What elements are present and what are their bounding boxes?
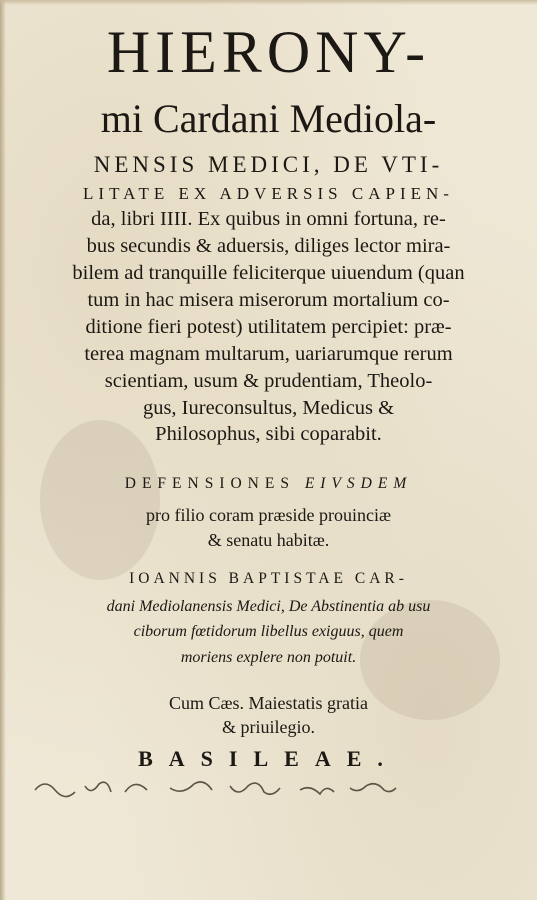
privilege-line-2: & priuilegio. <box>222 717 315 737</box>
defensiones-heading-roman: DEFENSIONES <box>124 475 295 492</box>
body-line: bilem ad tranquille feliciterque uiuendum (quan <box>72 262 465 284</box>
defensiones-heading <box>0 475 537 493</box>
body-line: scientiam, usum & prudentiam, Theolo- <box>104 370 433 392</box>
imprint-place: BASILEAE. <box>138 746 399 771</box>
body-line: terea magnam multarum, uariarumque rerum <box>84 343 453 365</box>
body-line: Philosophus, sibi coparabit. <box>155 423 382 445</box>
title-line-3: NENSIS MEDICI, DE VTI- <box>93 152 444 177</box>
body-line: ditione fieri potest) utilitatem percipiet: præ- <box>85 316 452 338</box>
handwritten-inscription <box>30 772 450 802</box>
body-line: tum in hac misera miserorum mortalium co- <box>87 289 450 311</box>
ioannis-line-2: ciborum fœtidorum libellus exiguus, quem <box>133 623 404 640</box>
title-line-2: mi Cardani Mediola- <box>100 96 437 141</box>
ioannis-line-1: dani Mediolanensis Medici, De Abstinentia ab usu <box>106 598 431 615</box>
defensiones-heading-italic: EIVSDEM <box>304 475 413 492</box>
title-line-4: LITATE EX ADVERSIS CAPIEN- <box>83 184 454 203</box>
ioannis-line-3: moriens explere non potuit. <box>180 649 357 666</box>
privilege-line-1: Cum Cæs. Maiestatis gratia <box>169 693 368 713</box>
ioannis-heading: IOANNIS BAPTISTAE CAR- <box>129 570 408 587</box>
body-line: bus secundis & aduersis, diliges lector mira- <box>86 235 451 257</box>
body-line: da, libri IIII. Ex quibus in omni fortuna, re- <box>91 208 446 230</box>
defensiones-line-2: & senatu habitæ. <box>207 530 330 550</box>
body-line: gus, Iureconsultus, Medicus & <box>142 397 395 419</box>
title-line-1: HIERONY- <box>106 19 431 85</box>
page-top-shadow <box>0 0 537 5</box>
defensiones-line-1: pro filio coram præside prouinciæ <box>146 505 391 525</box>
